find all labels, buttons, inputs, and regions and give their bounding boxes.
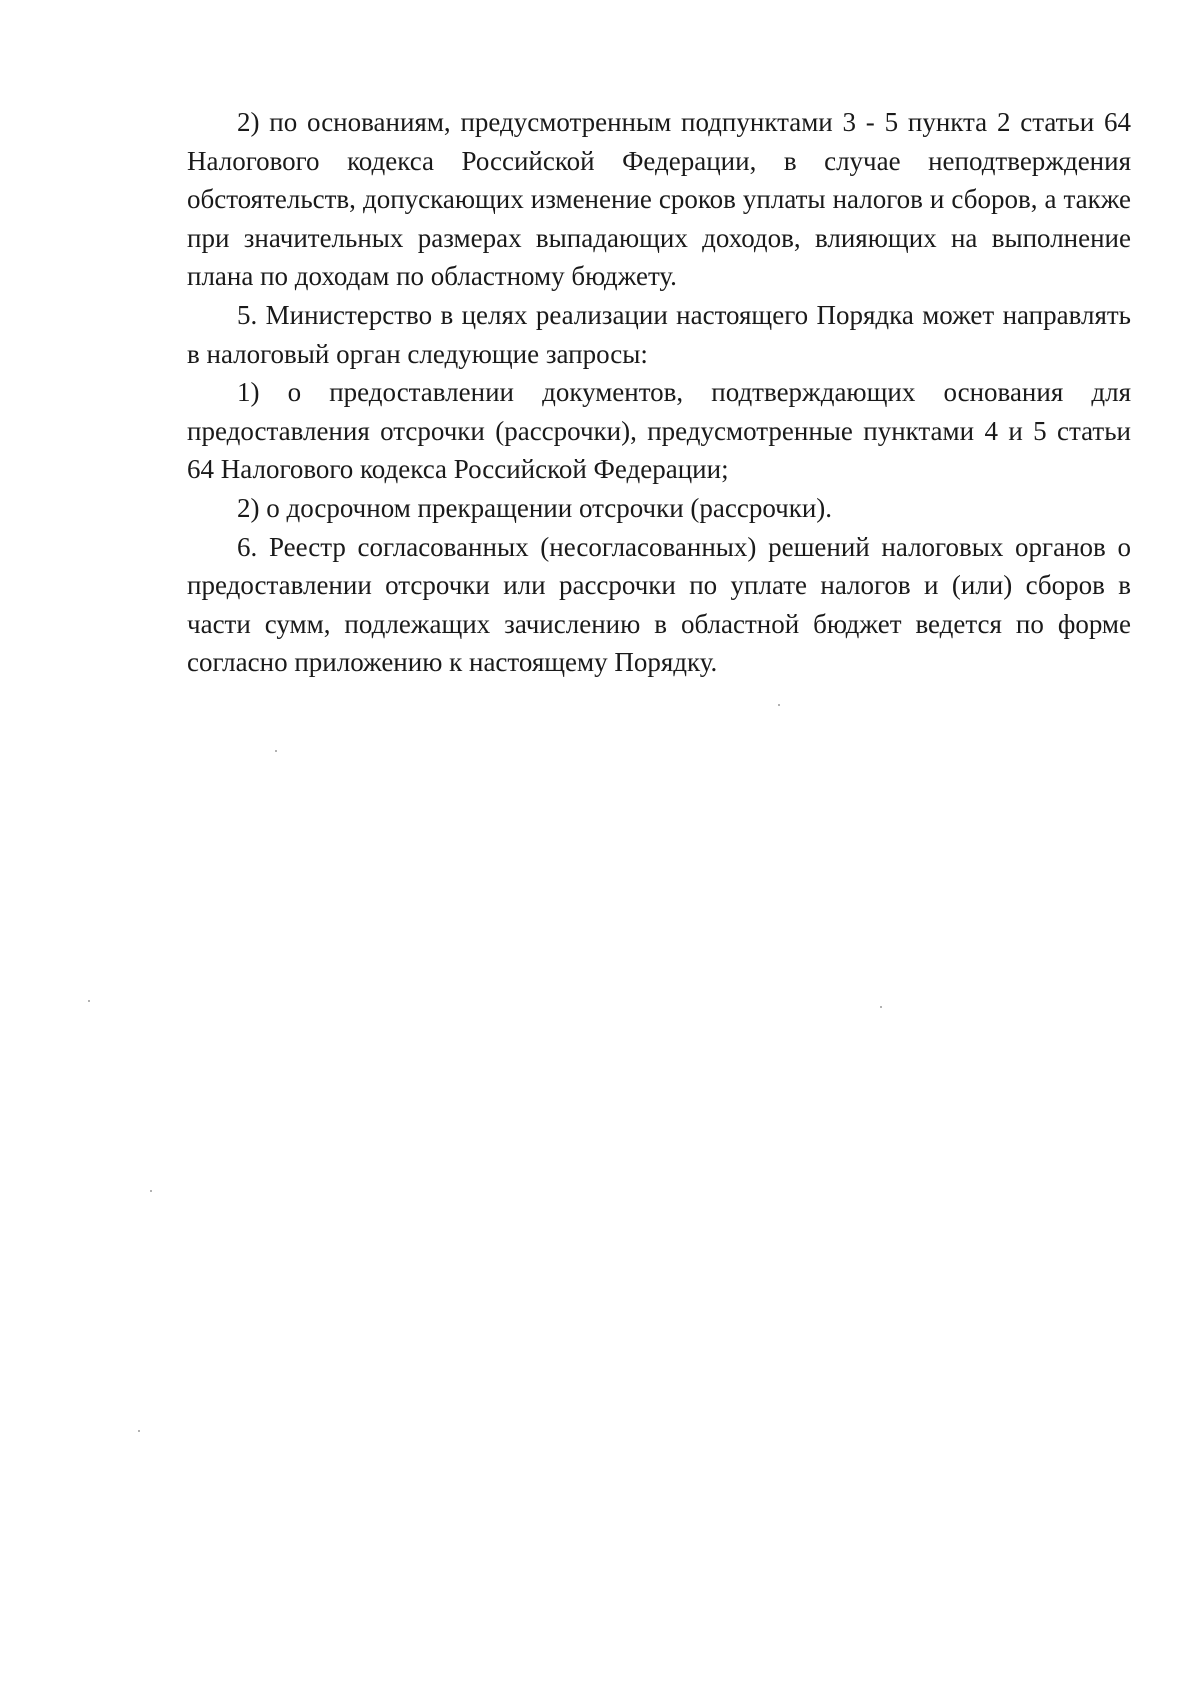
scan-speck — [88, 1000, 90, 1002]
scan-speck — [275, 750, 277, 752]
document-body — [187, 103, 1131, 682]
paragraph-point-5: 5. Министерство в целях реализации настоящего Порядка может направлять в налоговый орган следующие запросы: — [187, 299, 1131, 369]
paragraph-point-6: 6. Реестр согласованных (несогласованных) решений налоговых органов о предоставлении отсрочки или рассрочки по уплате налогов и (или) сборов в части сумм, подлежащих зачислению в областной бюджет ведется по форме согласно приложению к настоящему Порядку. — [187, 531, 1131, 678]
scan-speck — [880, 1006, 882, 1008]
scan-speck — [778, 704, 780, 706]
paragraph-item-2-early-termination: 2) о досрочном прекращении отсрочки (рассрочки). — [237, 492, 833, 523]
scan-speck — [138, 1430, 140, 1432]
paragraph-item-2: 2) по основаниям, предусмотренным подпунктами 3 - 5 пункта 2 статьи 64 Налогового кодекса Российской Федерации, в случае неподтверждения обстоятельств, допускающих изменение сроков уплаты налогов и сборов, а также при значительных размерах выпадающих доходов, влияющих на выполнение плана по доходам по областному бюджету. — [187, 107, 1131, 292]
scan-speck — [150, 1190, 152, 1192]
paragraph-item-1: 1) о предоставлении документов, подтверждающих основания для предоставления отсрочки (рассрочки), предусмотренные пунктами 4 и 5 статьи 64 Налогового кодекса Российской Федерации; — [187, 377, 1131, 485]
